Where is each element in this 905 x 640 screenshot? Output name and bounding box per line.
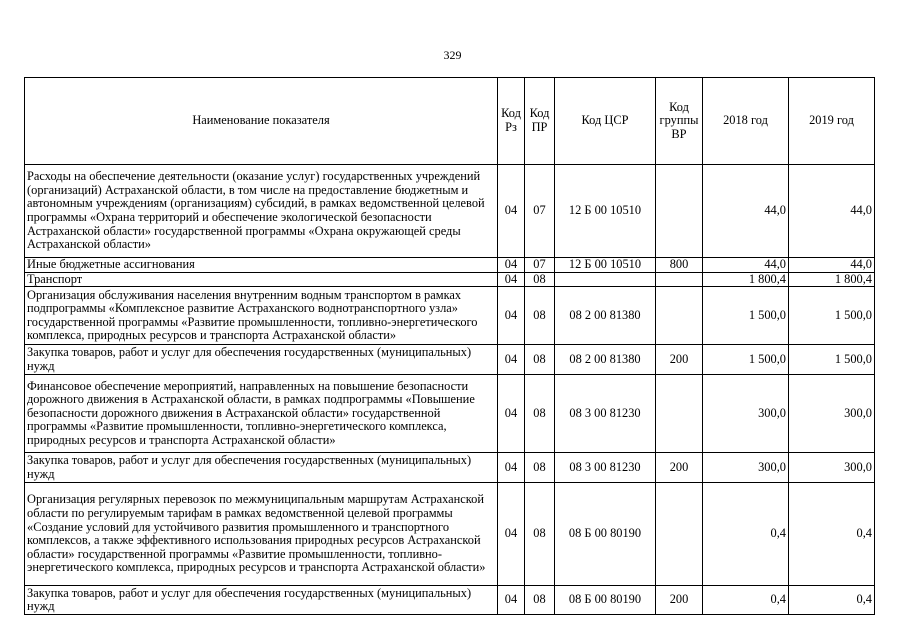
row-rz: 04 <box>498 165 525 258</box>
row-pr: 08 <box>525 483 555 586</box>
page-number: 329 <box>443 48 462 62</box>
row-2018: 0,4 <box>703 483 789 586</box>
row-vr: 200 <box>656 586 703 615</box>
row-name: Закупка товаров, работ и услуг для обеспечения государственных (муниципальных) нужд <box>25 586 498 615</box>
row-2018: 0,4 <box>703 586 789 615</box>
row-rz: 04 <box>498 287 525 345</box>
table-row <box>25 483 875 586</box>
row-rz: 04 <box>498 272 525 287</box>
row-name: Иные бюджетные ассигнования <box>25 258 498 273</box>
row-csr: 12 Б 00 10510 <box>555 165 656 258</box>
row-rz: 04 <box>498 586 525 615</box>
header-2019: 2019 год <box>789 78 875 165</box>
row-vr <box>656 165 703 258</box>
row-vr <box>656 272 703 287</box>
row-csr: 08 2 00 81380 <box>555 345 656 375</box>
row-vr <box>656 375 703 453</box>
row-rz: 04 <box>498 345 525 375</box>
row-vr: 200 <box>656 453 703 483</box>
table-row <box>25 258 875 273</box>
row-pr: 08 <box>525 272 555 287</box>
row-2018: 300,0 <box>703 453 789 483</box>
table-row <box>25 453 875 483</box>
table-header-row <box>25 78 875 165</box>
budget-table <box>24 77 875 615</box>
row-pr: 08 <box>525 375 555 453</box>
row-csr <box>555 272 656 287</box>
row-2019: 44,0 <box>789 165 875 258</box>
row-csr: 08 Б 00 80190 <box>555 586 656 615</box>
table-row <box>25 586 875 615</box>
row-2019: 300,0 <box>789 375 875 453</box>
row-2019: 0,4 <box>789 586 875 615</box>
header-csr: Код ЦСР <box>555 78 656 165</box>
row-name: Организация обслуживания населения внутренним водным транспортом в рамках подпрограммы «Комплексное развитие Астраханского воднотранспортного узла» государственной программы «Развитие промышленности, топливно-энергетического комплекса, природных ресурсов и транспорта Астраханской области» <box>25 287 498 345</box>
row-name: Закупка товаров, работ и услуг для обеспечения государственных (муниципальных) нужд <box>25 453 498 483</box>
table-row <box>25 375 875 453</box>
row-rz: 04 <box>498 453 525 483</box>
row-pr: 07 <box>525 258 555 273</box>
row-csr: 08 3 00 81230 <box>555 375 656 453</box>
row-2018: 300,0 <box>703 375 789 453</box>
row-2018: 44,0 <box>703 165 789 258</box>
row-csr: 08 2 00 81380 <box>555 287 656 345</box>
row-pr: 08 <box>525 453 555 483</box>
row-2018: 1 800,4 <box>703 272 789 287</box>
row-name: Организация регулярных перевозок по межмуниципальным маршрутам Астраханской области по регулируемым тарифам в рамках ведомственной целевой программы «Создание условий для устойчивого развития промышленного и транспортного комплексов, а также эффективного использования природных ресурсов Астраханской области» государственной программы «Развитие промышленности, топливно-энергетического комплекса, природных ресурсов и транспорта Астраханской области» <box>25 483 498 586</box>
header-2018: 2018 год <box>703 78 789 165</box>
row-rz: 04 <box>498 483 525 586</box>
header-vr: Код группы ВР <box>656 78 703 165</box>
row-rz: 04 <box>498 375 525 453</box>
row-2019: 1 500,0 <box>789 345 875 375</box>
row-name: Транспорт <box>25 272 498 287</box>
row-2018: 44,0 <box>703 258 789 273</box>
row-vr <box>656 483 703 586</box>
row-pr: 07 <box>525 165 555 258</box>
row-name: Закупка товаров, работ и услуг для обеспечения государственных (муниципальных) нужд <box>25 345 498 375</box>
row-csr: 12 Б 00 10510 <box>555 258 656 273</box>
table-row <box>25 345 875 375</box>
row-2019: 300,0 <box>789 453 875 483</box>
row-name: Финансовое обеспечение мероприятий, направленных на повышение безопасности дорожного движения в Астраханской области, в рамках подпрограммы «Повышение безопасности дорожного движения в Астраханской области» государственной программы «Развитие промышленности, топливно-энергетического комплекса, природных ресурсов и транспорта Астраханской области» <box>25 375 498 453</box>
row-2018: 1 500,0 <box>703 345 789 375</box>
row-2019: 1 500,0 <box>789 287 875 345</box>
row-name: Расходы на обеспечение деятельности (оказание услуг) государственных учреждений (организаций) Астраханской области, в том числе на предоставление бюджетным и автономным учреждениям (организациям) субсидий, в рамках ведомственной целевой программы «Охрана территорий и обеспечение экологической безопасности Астраханской области» государственной программы «Охрана окружающей среды Астраханской области» <box>25 165 498 258</box>
row-2019: 1 800,4 <box>789 272 875 287</box>
row-2019: 44,0 <box>789 258 875 273</box>
header-pr: Код ПР <box>525 78 555 165</box>
row-2018: 1 500,0 <box>703 287 789 345</box>
row-csr: 08 3 00 81230 <box>555 453 656 483</box>
row-vr <box>656 287 703 345</box>
row-2019: 0,4 <box>789 483 875 586</box>
row-vr: 200 <box>656 345 703 375</box>
table-row <box>25 287 875 345</box>
row-vr: 800 <box>656 258 703 273</box>
row-rz: 04 <box>498 258 525 273</box>
table-row <box>25 165 875 258</box>
table-row <box>25 272 875 287</box>
row-csr: 08 Б 00 80190 <box>555 483 656 586</box>
row-pr: 08 <box>525 287 555 345</box>
header-name: Наименование показателя <box>25 78 498 165</box>
row-pr: 08 <box>525 345 555 375</box>
header-rz: Код Рз <box>498 78 525 165</box>
row-pr: 08 <box>525 586 555 615</box>
